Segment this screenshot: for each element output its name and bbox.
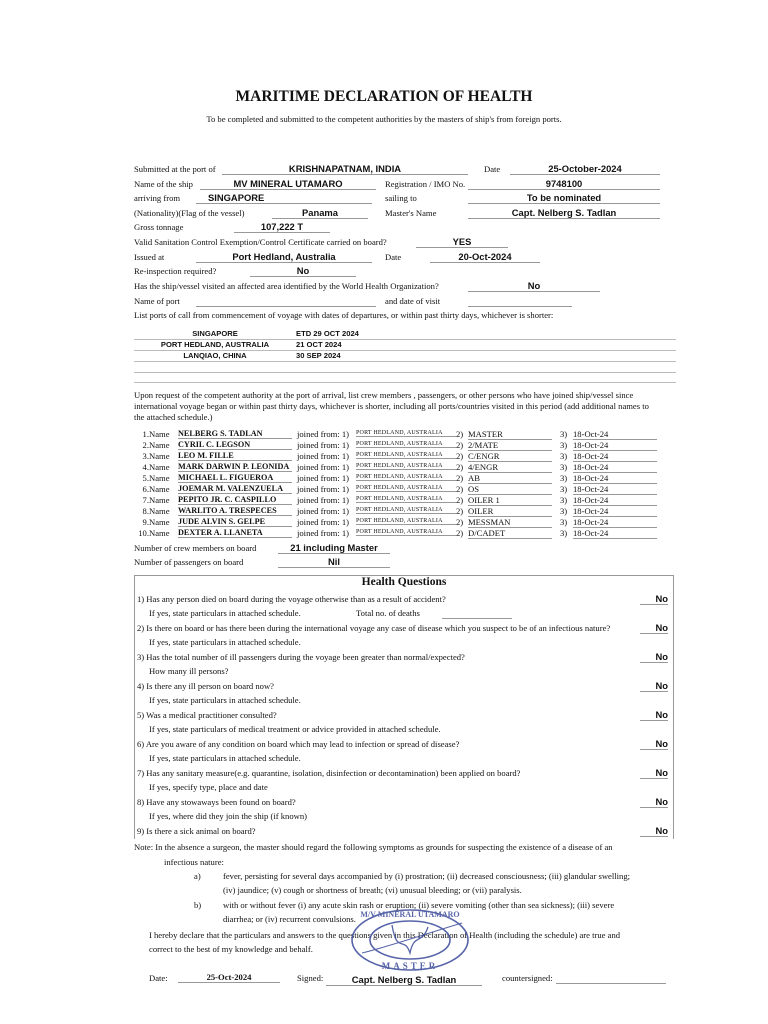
date-value: 25-October-2024 bbox=[510, 163, 660, 175]
arriving-from-value: SINGAPORE bbox=[196, 192, 292, 204]
crew-name: PEPITO JR. C. CASPILLO bbox=[178, 495, 292, 505]
document-subtitle: To be completed and submitted to the competent authorities by the masters of ship's from foreign ports. bbox=[206, 114, 562, 124]
sanitation-value: YES bbox=[416, 236, 508, 248]
crew-col3-label: 3) bbox=[560, 528, 568, 538]
crew-number: 10. bbox=[138, 528, 149, 538]
label-date: Date bbox=[484, 164, 501, 174]
label-masters-name: Master's Name bbox=[385, 208, 437, 218]
health-answer: No bbox=[640, 709, 668, 721]
crew-joined-label: joined from: 1) bbox=[297, 517, 350, 527]
crew-name-label: Name bbox=[149, 440, 170, 450]
issued-date-value: 20-Oct-2024 bbox=[430, 251, 540, 263]
crew-number: 8. bbox=[142, 506, 149, 516]
health-question: 2) Is there on board or has there been during the international voyage any case of disease which you suspect to be of an infectious nature? bbox=[137, 623, 611, 633]
crew-col2-label: 2) bbox=[456, 451, 464, 461]
health-question-sub: If yes, state particulars in attached schedule. bbox=[149, 637, 301, 647]
crew-join-date: 18-Oct-24 bbox=[573, 517, 657, 528]
label-ports-of-call: List ports of call from commencement of voyage with dates of departures, or within past thirty days, whichever is shorter: bbox=[134, 310, 554, 320]
crew-name-label: Name bbox=[149, 495, 170, 505]
ship-name-value: MV MINERAL UTAMARO bbox=[200, 178, 376, 190]
crew-join-date: 18-Oct-24 bbox=[573, 484, 657, 495]
crew-rank: D/CADET bbox=[468, 528, 552, 539]
crew-join-date: 18-Oct-24 bbox=[573, 506, 657, 517]
crew-col2-label: 2) bbox=[456, 440, 464, 450]
crew-joined-label: joined from: 1) bbox=[297, 506, 350, 516]
crew-col2-label: 2) bbox=[456, 473, 464, 483]
crew-name: NELBERG S. TADLAN bbox=[178, 429, 292, 439]
divider bbox=[134, 382, 676, 383]
divider bbox=[134, 361, 676, 362]
crew-col3-label: 3) bbox=[560, 495, 568, 505]
health-box-right-border bbox=[673, 575, 674, 839]
document-title: MARITIME DECLARATION OF HEALTH bbox=[235, 88, 533, 105]
submitted-port-value: KRISHNAPATNAM, INDIA bbox=[222, 163, 468, 175]
crew-name-label: Name bbox=[149, 462, 170, 472]
crew-rank: C/ENGR bbox=[468, 451, 552, 462]
health-question: 3) Has the total number of ill passengers during the voyage been greater than normal/expected? bbox=[137, 652, 465, 662]
crew-name-label: Name bbox=[149, 528, 170, 538]
crew-name: JUDE ALVIN S. GELPE bbox=[178, 517, 292, 527]
label-ship-name: Name of the ship bbox=[134, 179, 193, 189]
date-of-visit-line bbox=[468, 295, 572, 307]
divider bbox=[134, 372, 676, 373]
nationality-value: Panama bbox=[272, 207, 368, 219]
masters-name-value: Capt. Nelberg S. Tadlan bbox=[468, 207, 660, 219]
port-name: SINGAPORE bbox=[192, 329, 238, 338]
crew-col2-label: 2) bbox=[456, 517, 464, 527]
crew-number: 5. bbox=[142, 473, 149, 483]
sailing-to-value: To be nominated bbox=[468, 192, 660, 204]
stamp-bottom-text: MASTER bbox=[381, 961, 439, 971]
crew-join-date: 18-Oct-24 bbox=[573, 451, 657, 462]
note-b-text: with or without fever (i) any acute skin rash or eruption; (ii) severe vomiting (other than sea sickness); (iii) severe bbox=[223, 900, 615, 910]
affected-area-value: No bbox=[468, 280, 600, 292]
port-date: 21 OCT 2024 bbox=[296, 340, 342, 349]
crew-name-label: Name bbox=[149, 451, 170, 461]
divider bbox=[134, 350, 676, 351]
health-question-sub: If yes, state particulars in attached schedule. bbox=[149, 695, 301, 705]
name-of-port-line bbox=[196, 295, 376, 307]
crew-rank: OILER bbox=[468, 506, 552, 517]
label-issued-at: Issued at bbox=[134, 252, 165, 262]
crew-joined-label: joined from: 1) bbox=[297, 495, 350, 505]
crew-joined-port: PORT HEDLAND, AUSTRALIA bbox=[356, 496, 456, 503]
crew-number: 2. bbox=[142, 440, 149, 450]
deaths-count-line bbox=[442, 607, 512, 619]
crew-number: 1. bbox=[142, 429, 149, 439]
crew-name: MICHAEL L. FIGUEROA bbox=[178, 473, 292, 483]
gross-tonnage-value: 107,222 T bbox=[234, 221, 330, 233]
health-question-sub: How many ill persons? bbox=[149, 666, 229, 676]
divider bbox=[134, 339, 676, 340]
note-a-text-cont: (iv) jaundice; (v) cough or shortness of breath; (vi) unusual bleeding; or (vii) paralysis. bbox=[223, 885, 522, 895]
crew-number: 3. bbox=[142, 451, 149, 461]
crew-name: CYRIL C. LEGSON bbox=[178, 440, 292, 450]
health-question: 1) Has any person died on board during the voyage otherwise than as a result of accident? bbox=[137, 594, 446, 604]
crew-joined-port: PORT HEDLAND, AUSTRALIA bbox=[356, 474, 456, 481]
footer-date-value: 25-Oct-2024 bbox=[178, 972, 280, 983]
footer-countersigned-label: countersigned: bbox=[502, 973, 553, 983]
note-b-text-cont: diarrhea; or (iv) recurrent convulsions. bbox=[223, 914, 356, 924]
health-answer: No bbox=[640, 680, 668, 692]
health-question: 6) Are you aware of any condition on board which may lead to infection or spread of disease? bbox=[137, 739, 460, 749]
health-question-sub: If yes, state particulars in attached schedule. bbox=[149, 608, 301, 618]
crew-joined-port: PORT HEDLAND, AUSTRALIA bbox=[356, 485, 456, 492]
crew-join-date: 18-Oct-24 bbox=[573, 528, 657, 539]
crew-rank: MESSMAN bbox=[468, 517, 552, 528]
stamp-top-text: M/V MINERAL UTAMARO bbox=[360, 910, 460, 919]
crew-number: 7. bbox=[142, 495, 149, 505]
crew-name: MARK DARWIN P. LEONIDA bbox=[178, 462, 292, 472]
footer-signed-label: Signed: bbox=[297, 973, 324, 983]
crew-join-date: 18-Oct-24 bbox=[573, 495, 657, 506]
crew-col3-label: 3) bbox=[560, 451, 568, 461]
health-answer: No bbox=[640, 622, 668, 634]
crew-joined-label: joined from: 1) bbox=[297, 429, 350, 439]
health-answer: No bbox=[640, 738, 668, 750]
crew-rank: AB bbox=[468, 473, 552, 484]
label-crew-count: Number of crew members on board bbox=[134, 543, 257, 553]
health-question-sub2: Total no. of deaths bbox=[356, 608, 420, 618]
note-text: Note: In the absence a surgeon, the master should regard the following symptoms as grounds for suspecting the existence of a disease of an bbox=[134, 842, 613, 852]
note-text-cont: infectious nature: bbox=[164, 857, 224, 867]
label-date-of-visit: and date of visit bbox=[385, 296, 441, 306]
health-question: 8) Have any stowaways been found on board? bbox=[137, 797, 296, 807]
crew-col3-label: 3) bbox=[560, 506, 568, 516]
crew-name-label: Name bbox=[149, 429, 170, 439]
arriving-from-line bbox=[292, 192, 372, 204]
crew-col2-label: 2) bbox=[456, 528, 464, 538]
crew-name: LEO M. FILLE bbox=[178, 451, 292, 461]
port-date: 30 SEP 2024 bbox=[296, 351, 341, 360]
crew-joined-port: PORT HEDLAND, AUSTRALIA bbox=[356, 452, 456, 459]
health-answer: No bbox=[640, 796, 668, 808]
health-answer: No bbox=[640, 651, 668, 663]
crew-rank: 2/MATE bbox=[468, 440, 552, 451]
crew-joined-port: PORT HEDLAND, AUSTRALIA bbox=[356, 463, 456, 470]
label-issued-date: Date bbox=[385, 252, 402, 262]
crew-col3-label: 3) bbox=[560, 429, 568, 439]
crew-joined-port: PORT HEDLAND, AUSTRALIA bbox=[356, 430, 456, 437]
note-b-label: b) bbox=[194, 900, 202, 910]
crew-joined-label: joined from: 1) bbox=[297, 528, 350, 538]
health-question: 9) Is there a sick animal on board? bbox=[137, 826, 256, 836]
crew-rank: OILER 1 bbox=[468, 495, 552, 506]
crew-number: 6. bbox=[142, 484, 149, 494]
health-question-sub: If yes, specify type, place and date bbox=[149, 782, 268, 792]
crew-col2-label: 2) bbox=[456, 462, 464, 472]
crew-name-label: Name bbox=[149, 506, 170, 516]
crew-col3-label: 3) bbox=[560, 517, 568, 527]
crew-joined-label: joined from: 1) bbox=[297, 451, 350, 461]
crew-number: 9. bbox=[142, 517, 149, 527]
crew-joined-port: PORT HEDLAND, AUSTRALIA bbox=[356, 507, 456, 514]
crew-joined-label: joined from: 1) bbox=[297, 462, 350, 472]
crew-joined-label: joined from: 1) bbox=[297, 440, 350, 450]
note-a-label: a) bbox=[194, 871, 201, 881]
crew-col2-label: 2) bbox=[456, 495, 464, 505]
crew-number: 4. bbox=[142, 462, 149, 472]
crew-joined-port: PORT HEDLAND, AUSTRALIA bbox=[356, 441, 456, 448]
crew-rank: OS bbox=[468, 484, 552, 495]
crew-name-label: Name bbox=[149, 484, 170, 494]
label-gross-tonnage: Gross tonnage bbox=[134, 222, 184, 232]
footer-date-label: Date: bbox=[149, 973, 168, 983]
crew-col3-label: 3) bbox=[560, 440, 568, 450]
reinspection-value: No bbox=[250, 265, 356, 277]
footer-countersigned-line bbox=[556, 972, 666, 984]
health-answer: No bbox=[640, 825, 668, 837]
health-answer: No bbox=[640, 593, 668, 605]
label-sailing-to: sailing to bbox=[385, 193, 417, 203]
label-nationality: (Nationality)(Flag of the vessel) bbox=[134, 208, 245, 218]
crew-count-value: 21 including Master bbox=[278, 542, 390, 554]
registration-value: 9748100 bbox=[468, 178, 660, 190]
crew-joined-label: joined from: 1) bbox=[297, 473, 350, 483]
declaration-text: I hereby declare that the particulars and answers to the questions given in this Declaration of Health (including the schedule) are true and bbox=[149, 930, 621, 940]
health-question: 5) Was a medical practitioner consulted? bbox=[137, 710, 277, 720]
label-sanitation: Valid Sanitation Control Exemption/Control Certificate carried on board? bbox=[134, 237, 387, 247]
health-questions-title: Health Questions bbox=[361, 576, 447, 588]
declaration-text-cont: correct to the best of my knowledge and behalf. bbox=[149, 944, 313, 954]
crew-col2-label: 2) bbox=[456, 484, 464, 494]
crew-name-label: Name bbox=[149, 517, 170, 527]
label-registration: Registration / IMO No. bbox=[385, 179, 466, 189]
issued-at-value: Port Hedland, Australia bbox=[196, 251, 372, 263]
crew-request-text: Upon request of the competent authority at the port of arrival, list crew members , passengers, or other persons who have joined ship/vessel since international voyage began or within past thirty days, whichever is shorter, including all ports/countries visited in this period (add additional names to the attached schedule.) bbox=[134, 390, 649, 422]
label-name-of-port: Name of port bbox=[134, 296, 180, 306]
footer-signed-value: Capt. Nelberg S. Tadlan bbox=[326, 974, 482, 986]
crew-rank: MASTER bbox=[468, 429, 552, 440]
crew-rank: 4/ENGR bbox=[468, 462, 552, 473]
crew-col2-label: 2) bbox=[456, 429, 464, 439]
crew-joined-port: PORT HEDLAND, AUSTRALIA bbox=[356, 518, 456, 525]
crew-col3-label: 3) bbox=[560, 484, 568, 494]
passenger-count-value: Nil bbox=[278, 556, 390, 568]
crew-join-date: 18-Oct-24 bbox=[573, 440, 657, 451]
crew-col3-label: 3) bbox=[560, 473, 568, 483]
health-question: 7) Has any sanitary measure(e.g. quarantine, isolation, disinfection or decontamination) been applied on board? bbox=[137, 768, 521, 778]
port-name: LANQIAO, CHINA bbox=[183, 351, 247, 360]
health-question-sub: If yes, where did they join the ship (if known) bbox=[149, 811, 307, 821]
health-box-left-border bbox=[134, 575, 135, 839]
crew-name: JOEMAR M. VALENZUELA bbox=[178, 484, 292, 494]
health-question-sub: If yes, state particulars of medical treatment or advice provided in attached schedule. bbox=[149, 724, 441, 734]
ship-stamp bbox=[332, 905, 482, 975]
crew-name: WARLITO A. TRESPECES bbox=[178, 506, 292, 516]
crew-col3-label: 3) bbox=[560, 462, 568, 472]
crew-joined-label: joined from: 1) bbox=[297, 484, 350, 494]
label-reinspection: Re-inspection required? bbox=[134, 266, 217, 276]
port-name: PORT HEDLAND, AUSTRALIA bbox=[160, 340, 270, 349]
label-submitted-port: Submitted at the port of bbox=[134, 164, 216, 174]
health-question: 4) Is there any ill person on board now? bbox=[137, 681, 274, 691]
health-answer: No bbox=[640, 767, 668, 779]
crew-joined-port: PORT HEDLAND, AUSTRALIA bbox=[356, 529, 456, 536]
label-passenger-count: Number of passengers on board bbox=[134, 557, 244, 567]
label-arriving-from: arriving from bbox=[134, 193, 181, 203]
label-affected-area: Has the ship/vessel visited an affected area identified by the World Health Organization? bbox=[134, 281, 439, 291]
crew-join-date: 18-Oct-24 bbox=[573, 429, 657, 440]
note-a-text: fever, persisting for several days accompanied by (i) prostration; (ii) decreased consciousness; (iii) glandular swelling; bbox=[223, 871, 631, 881]
crew-join-date: 18-Oct-24 bbox=[573, 473, 657, 484]
crew-col2-label: 2) bbox=[456, 506, 464, 516]
crew-name-label: Name bbox=[149, 473, 170, 483]
port-date: ETD 29 OCT 2024 bbox=[296, 329, 359, 338]
crew-name: DEXTER A. LLANETA bbox=[178, 528, 292, 538]
health-question-sub: If yes, state particulars in attached schedule. bbox=[149, 753, 301, 763]
crew-join-date: 18-Oct-24 bbox=[573, 462, 657, 473]
